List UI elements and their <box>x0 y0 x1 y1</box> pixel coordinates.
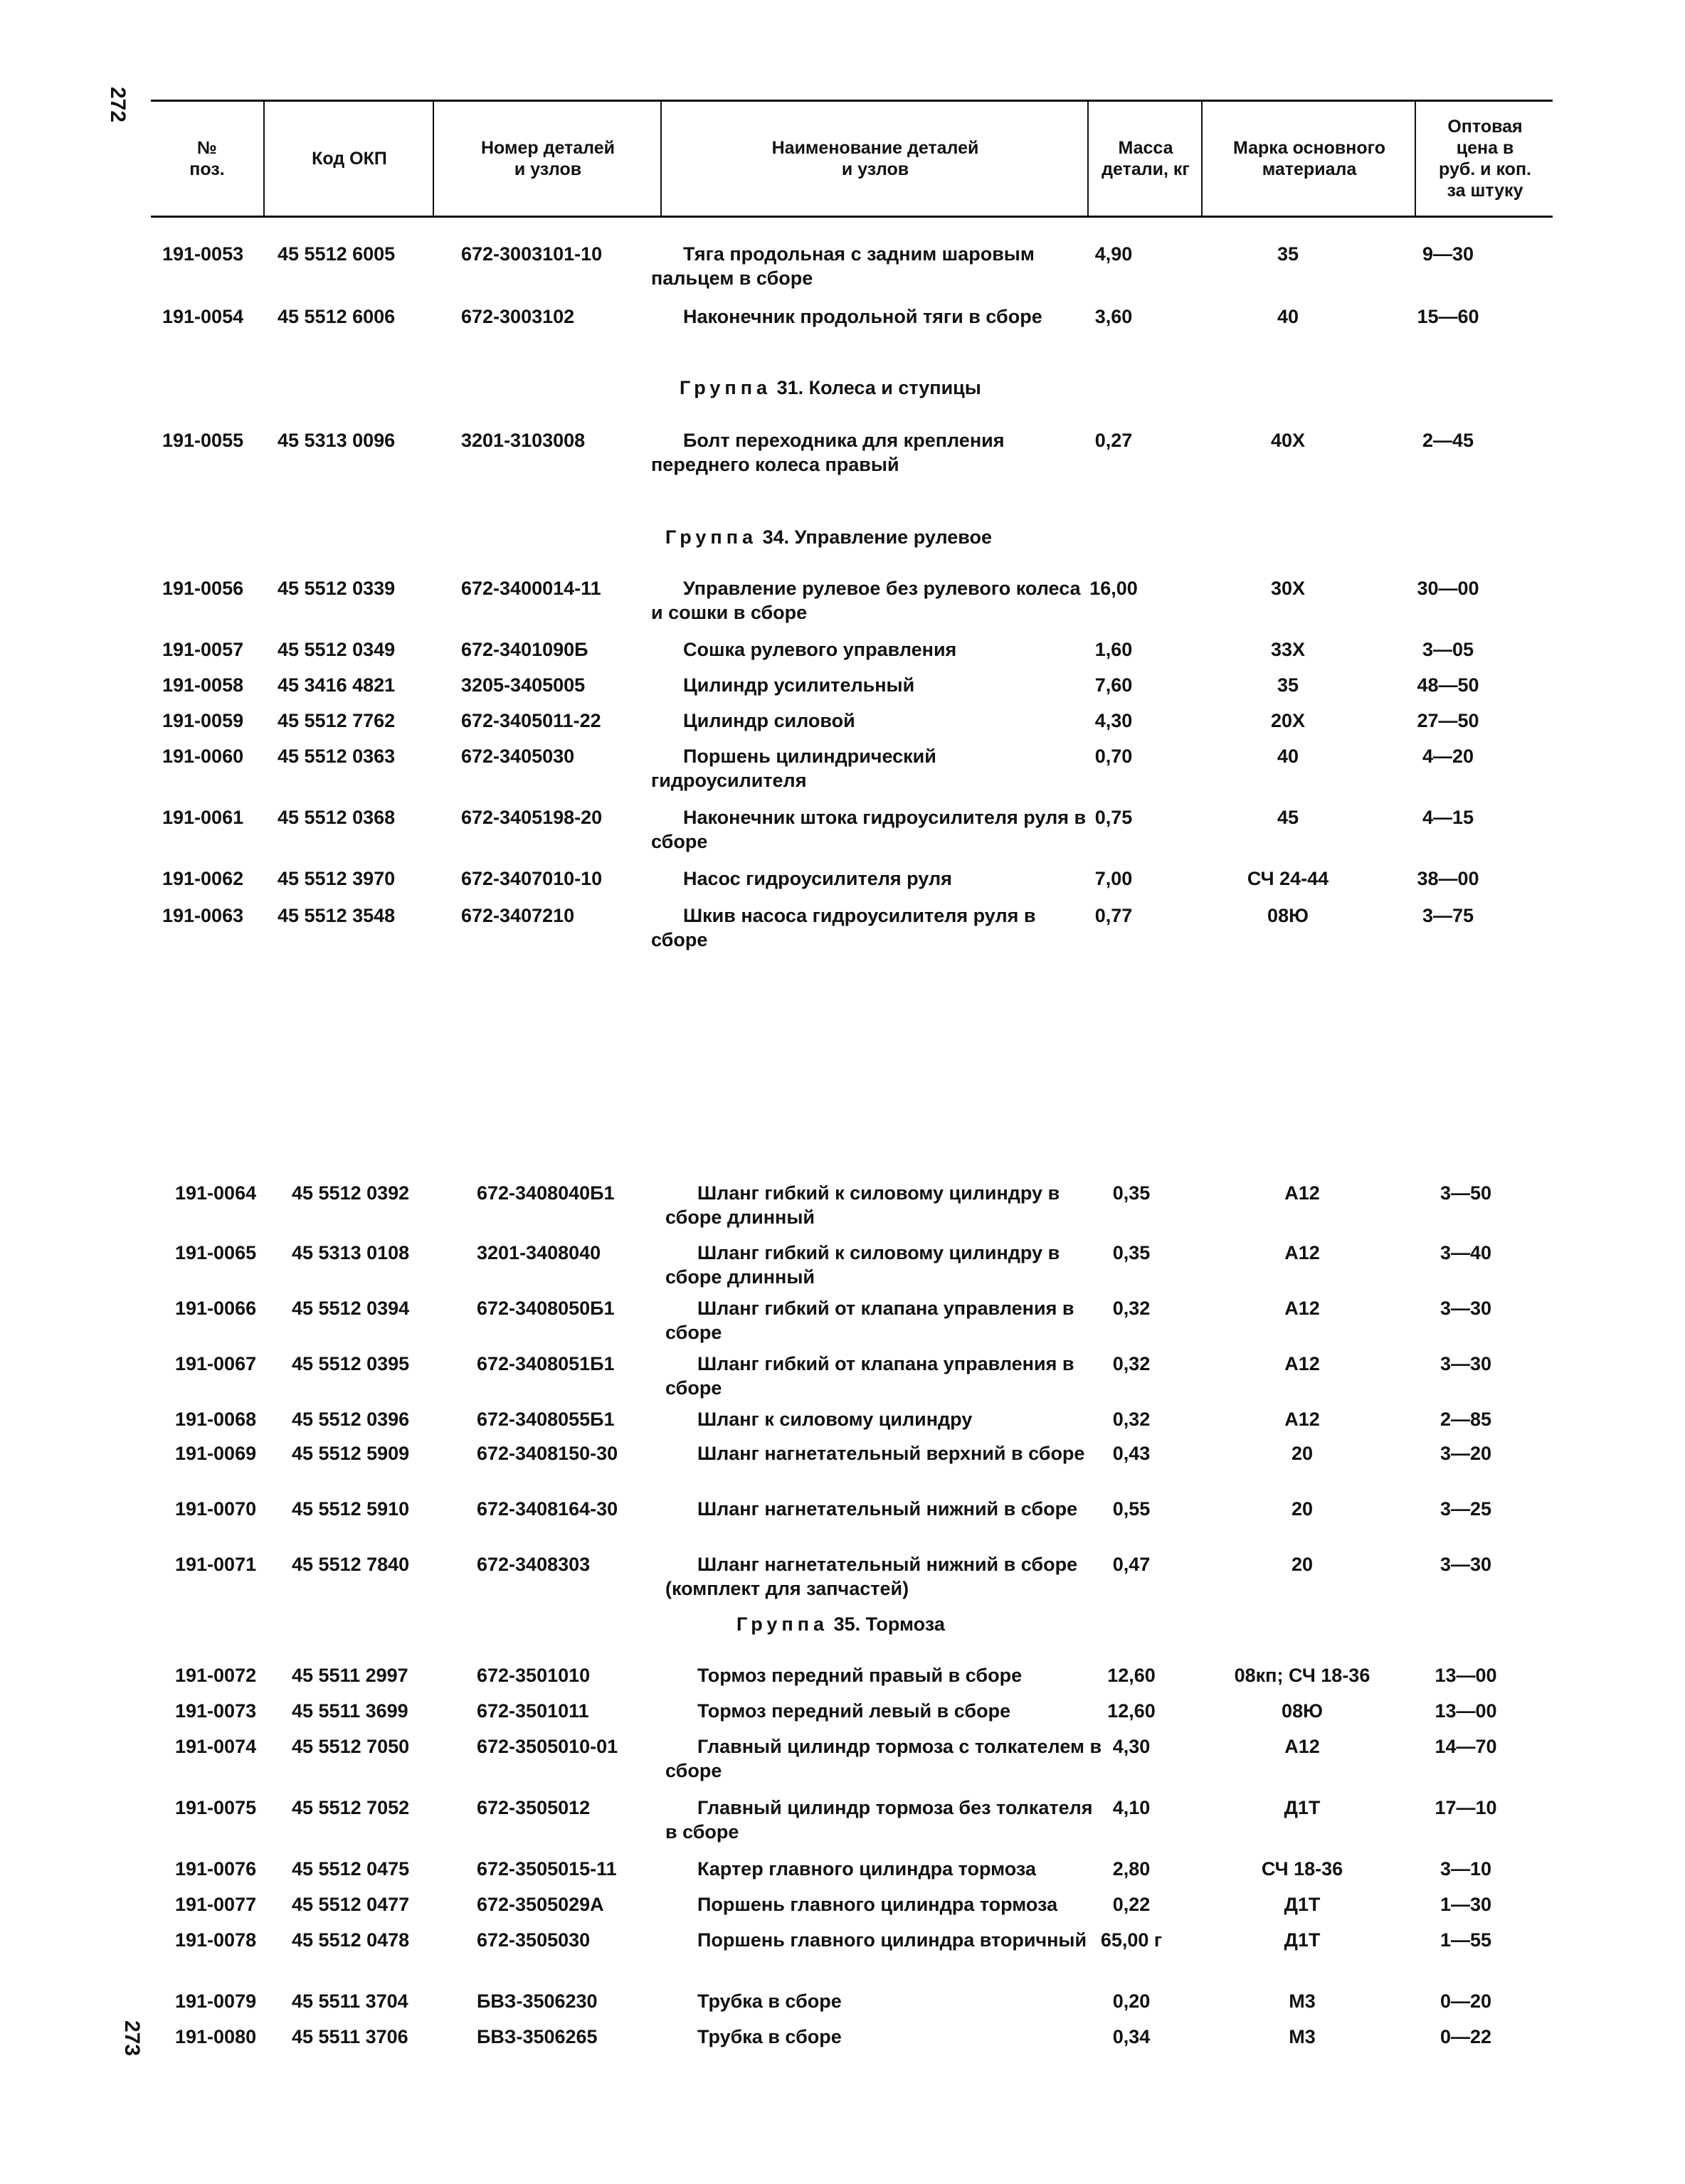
price-cell: 3—50 <box>1440 1182 1492 1204</box>
mass-cell: 0,55 <box>1112 1498 1151 1520</box>
material-cell: А12 <box>1284 1242 1320 1263</box>
part-name-cell: Главный цилиндр тормоза с толкателем в сборе <box>665 1736 1102 1781</box>
okp-code-cell: 45 5511 3706 <box>292 2026 408 2047</box>
part-name-cell: Шланг нагнетательный нижний в сборе (комплект для запчастей) <box>665 1554 1078 1599</box>
material-cell: 35 <box>1277 674 1299 696</box>
pos-cell: 191-0066 <box>175 1298 257 1319</box>
pos-cell: 191-0057 <box>162 639 244 660</box>
mass-cell: 0,20 <box>1112 1990 1151 2012</box>
material-cell: Д1Т <box>1284 1929 1321 1951</box>
okp-code-cell: 45 5512 6006 <box>278 306 396 327</box>
header-material: Марка основного материала <box>1201 102 1416 216</box>
mass-cell: 3,60 <box>1094 306 1133 327</box>
okp-code-cell: 45 3416 4821 <box>278 674 396 696</box>
part-number-cell: БВЗ-3506230 <box>477 1990 598 2012</box>
mass-cell: 0,32 <box>1112 1298 1151 1319</box>
mass-cell: 7,60 <box>1094 674 1133 696</box>
price-cell: 13—00 <box>1435 1665 1497 1686</box>
price-cell: 1—55 <box>1440 1929 1492 1951</box>
part-number-cell: 672-3505010-01 <box>477 1736 618 1757</box>
header-name: Наименование деталей и узлов <box>660 102 1089 216</box>
part-name-cell: Шланг к силовому цилиндру <box>697 1409 973 1430</box>
part-number-cell: 672-3505029А <box>477 1894 604 1915</box>
part-name-cell: Шланг нагнетательный верхний в сборе <box>697 1443 1085 1464</box>
part-number-cell: 672-3407210 <box>461 905 575 926</box>
part-name-cell: Главный цилиндр тормоза без толкателя в сборе <box>665 1797 1093 1843</box>
page-number-bottom: 273 <box>120 2020 144 2057</box>
part-name-cell: Сошка рулевого управления <box>683 639 957 660</box>
material-cell: А12 <box>1284 1182 1320 1204</box>
price-cell: 1—30 <box>1440 1894 1492 1915</box>
material-cell: 45 <box>1277 807 1299 828</box>
page-number-top: 272 <box>106 86 130 123</box>
part-name-cell: Шланг гибкий к силовому цилиндру в сборе длинный <box>665 1182 1060 1228</box>
mass-cell: 0,70 <box>1094 746 1133 767</box>
part-number-cell: 3201-3103008 <box>461 430 586 451</box>
group-title: 35. Тормоза <box>833 1613 945 1635</box>
okp-code-cell: 45 5313 0108 <box>292 1242 410 1263</box>
price-cell: 4—15 <box>1422 807 1474 828</box>
part-number-cell: 672-3003101-10 <box>461 243 603 265</box>
mass-cell: 0,43 <box>1112 1443 1151 1464</box>
price-cell: 4—20 <box>1422 746 1474 767</box>
material-cell: 40Х <box>1270 430 1306 451</box>
material-cell: 20 <box>1291 1554 1314 1575</box>
price-cell: 3—30 <box>1440 1554 1492 1575</box>
mass-cell: 4,10 <box>1112 1797 1151 1818</box>
pos-cell: 191-0062 <box>162 868 244 889</box>
part-number-cell: 672-3505015-11 <box>477 1858 617 1880</box>
group-title: 31. Колеса и ступицы <box>776 377 981 398</box>
price-cell: 38—00 <box>1417 868 1479 889</box>
mass-cell: 4,30 <box>1112 1736 1151 1757</box>
price-cell: 27—50 <box>1417 710 1479 731</box>
header-mass: Масса детали, кг <box>1087 102 1203 216</box>
mass-cell: 4,30 <box>1094 710 1133 731</box>
mass-cell: 0,22 <box>1112 1894 1151 1915</box>
part-number-cell: 672-3408164-30 <box>477 1498 618 1520</box>
pos-cell: 191-0071 <box>175 1554 257 1575</box>
header-pos: № поз. <box>189 138 225 179</box>
okp-code-cell: 45 5512 7762 <box>278 710 396 731</box>
header-part-number: Номер деталей и узлов <box>433 102 662 216</box>
okp-code-cell: 45 5511 3704 <box>292 1990 408 2012</box>
part-name-cell: Тормоз передний правый в сборе <box>697 1665 1023 1686</box>
mass-cell: 4,90 <box>1094 243 1133 265</box>
price-cell: 3—30 <box>1440 1353 1492 1374</box>
part-name-cell: Насос гидроусилителя руля <box>683 868 952 889</box>
material-cell: 20 <box>1291 1498 1314 1520</box>
part-number-cell: 672-3408303 <box>477 1554 591 1575</box>
part-number-cell: 672-3408055Б1 <box>477 1409 615 1430</box>
part-number-cell: 672-3408150-30 <box>477 1443 618 1464</box>
okp-code-cell: 45 5512 0475 <box>292 1858 410 1880</box>
price-cell: 30—00 <box>1417 578 1479 599</box>
mass-cell: 12,60 <box>1107 1700 1156 1722</box>
part-number-cell: 672-3408040Б1 <box>477 1182 615 1204</box>
price-cell: 2—45 <box>1422 430 1474 451</box>
part-number-cell: 672-3405198-20 <box>461 807 603 828</box>
material-cell: 08кп; СЧ 18-36 <box>1234 1665 1370 1686</box>
part-number-cell: 3201-3408040 <box>477 1242 601 1263</box>
pos-cell: 191-0078 <box>175 1929 257 1951</box>
mass-cell: 2,80 <box>1112 1858 1151 1880</box>
part-name-cell: Шланг гибкий от клапана управления в сборе <box>665 1353 1074 1399</box>
okp-code-cell: 45 5512 7052 <box>292 1797 410 1818</box>
price-cell: 3—05 <box>1422 639 1474 660</box>
pos-cell: 191-0073 <box>175 1700 257 1722</box>
group-heading <box>736 1613 945 1636</box>
price-cell: 14—70 <box>1435 1736 1497 1757</box>
pos-cell: 191-0075 <box>175 1797 257 1818</box>
part-number-cell: 672-3003102 <box>461 306 575 327</box>
part-number-cell: БВЗ-3506265 <box>477 2026 598 2047</box>
table-header <box>151 100 1553 218</box>
pos-cell: 191-0068 <box>175 1409 257 1430</box>
part-name-cell: Шкив насоса гидроусилителя руля в сборе <box>651 905 1036 950</box>
mass-cell: 0,35 <box>1112 1182 1151 1204</box>
part-name-cell: Наконечник штока гидроусилителя руля в сборе <box>651 807 1087 852</box>
pos-cell: 191-0074 <box>175 1736 257 1757</box>
pos-cell: 191-0080 <box>175 2026 257 2047</box>
okp-code-cell: 45 5512 0477 <box>292 1894 410 1915</box>
part-name-cell: Цилиндр усилительный <box>683 674 915 696</box>
mass-cell: 0,47 <box>1112 1554 1151 1575</box>
okp-code-cell: 45 5512 0478 <box>292 1929 410 1951</box>
pos-cell: 191-0055 <box>162 430 244 451</box>
pos-cell: 191-0058 <box>162 674 244 696</box>
okp-code-cell: 45 5512 7840 <box>292 1554 410 1575</box>
group-prefix: Группа <box>680 377 772 398</box>
part-number-cell: 672-3408050Б1 <box>477 1298 615 1319</box>
material-cell: СЧ 24-44 <box>1247 868 1329 889</box>
okp-code-cell: 45 5512 0395 <box>292 1353 410 1374</box>
price-cell: 3—20 <box>1440 1443 1492 1464</box>
price-cell: 3—40 <box>1440 1242 1492 1263</box>
okp-code-cell: 45 5313 0096 <box>278 430 396 451</box>
price-cell: 17—10 <box>1435 1797 1497 1818</box>
price-cell: 3—10 <box>1440 1858 1492 1880</box>
okp-code-cell: 45 5512 0349 <box>278 639 396 660</box>
okp-code-cell: 45 5512 5909 <box>292 1443 410 1464</box>
pos-cell: 191-0053 <box>162 243 244 265</box>
material-cell: 08Ю <box>1282 1700 1323 1722</box>
group-heading <box>665 526 992 548</box>
part-name-cell: Поршень главного цилиндра вторичный <box>697 1929 1087 1951</box>
mass-cell: 0,32 <box>1112 1409 1151 1430</box>
pos-cell: 191-0076 <box>175 1858 257 1880</box>
pos-cell: 191-0054 <box>162 306 244 327</box>
material-cell: Д1Т <box>1284 1797 1321 1818</box>
mass-cell: 0,35 <box>1112 1242 1151 1263</box>
group-prefix: Группа <box>665 526 758 548</box>
okp-code-cell: 45 5512 6005 <box>278 243 396 265</box>
part-name-cell: Трубка в сборе <box>697 2026 842 2047</box>
mass-cell: 1,60 <box>1094 639 1133 660</box>
part-number-cell: 672-3400014-11 <box>461 578 601 599</box>
price-cell: 3—25 <box>1440 1498 1492 1520</box>
mass-cell: 0,75 <box>1094 807 1133 828</box>
material-cell: 20 <box>1291 1443 1314 1464</box>
mass-cell: 0,32 <box>1112 1353 1151 1374</box>
pos-cell: 191-0069 <box>175 1443 257 1464</box>
part-name-cell: Шланг гибкий к силовому цилиндру в сборе длинный <box>665 1242 1060 1288</box>
price-cell: 9—30 <box>1422 243 1474 265</box>
part-name-cell: Шланг нагнетательный нижний в сборе <box>697 1498 1078 1520</box>
part-number-cell: 672-3407010-10 <box>461 868 603 889</box>
part-name-cell: Шланг гибкий от клапана управления в сборе <box>665 1298 1074 1343</box>
mass-cell: 0,34 <box>1112 2026 1151 2047</box>
price-cell: 15—60 <box>1417 306 1479 327</box>
part-number-cell: 672-3505012 <box>477 1797 591 1818</box>
material-cell: А12 <box>1284 1736 1320 1757</box>
part-number-cell: 672-3501011 <box>477 1700 589 1722</box>
material-cell: М3 <box>1289 1990 1316 2012</box>
part-number-cell: 672-3405011-22 <box>461 710 601 731</box>
header-okp: Код ОКП <box>263 102 434 216</box>
part-name-cell: Болт переходника для крепления переднего колеса правый <box>651 430 1005 475</box>
pos-cell: 191-0061 <box>162 807 244 828</box>
okp-code-cell: 45 5512 0339 <box>278 578 396 599</box>
pos-cell: 191-0067 <box>175 1353 257 1374</box>
material-cell: 40 <box>1277 306 1299 327</box>
pos-cell: 191-0059 <box>162 710 244 731</box>
material-cell: А12 <box>1284 1298 1320 1319</box>
mass-cell: 12,60 <box>1107 1665 1156 1686</box>
pos-cell: 191-0056 <box>162 578 244 599</box>
mass-cell: 0,27 <box>1094 430 1133 451</box>
mass-cell: 0,77 <box>1094 905 1133 926</box>
group-prefix: Группа <box>736 1613 829 1635</box>
part-number-cell: 672-3501010 <box>477 1665 591 1686</box>
part-name-cell: Управление рулевое без рулевого колеса и сошки в сборе <box>651 578 1081 623</box>
part-number-cell: 3205-3405005 <box>461 674 586 696</box>
part-number-cell: 672-3401090Б <box>461 639 588 660</box>
okp-code-cell: 45 5512 5910 <box>292 1498 410 1520</box>
pos-cell: 191-0060 <box>162 746 244 767</box>
part-number-cell: 672-3505030 <box>477 1929 591 1951</box>
part-name-cell: Картер главного цилиндра тормоза <box>697 1858 1036 1880</box>
price-cell: 2—85 <box>1440 1409 1492 1430</box>
material-cell: А12 <box>1284 1353 1320 1374</box>
okp-code-cell: 45 5512 3970 <box>278 868 396 889</box>
material-cell: 40 <box>1277 746 1299 767</box>
material-cell: М3 <box>1289 2026 1316 2047</box>
okp-code-cell: 45 5511 2997 <box>292 1665 408 1686</box>
material-cell: 08Ю <box>1267 905 1309 926</box>
part-name-cell: Цилиндр силовой <box>683 710 855 731</box>
part-number-cell: 672-3408051Б1 <box>477 1353 615 1374</box>
okp-code-cell: 45 5512 0396 <box>292 1409 410 1430</box>
part-name-cell: Наконечник продольной тяги в сборе <box>683 306 1042 327</box>
pos-cell: 191-0063 <box>162 905 244 926</box>
part-name-cell: Тяга продольная с задним шаровым пальцем в сборе <box>651 243 1035 289</box>
okp-code-cell: 45 5512 0392 <box>292 1182 410 1204</box>
header-price: Оптовая цена в руб. и коп. за штуку <box>1415 102 1554 216</box>
material-cell: СЧ 18-36 <box>1261 1858 1343 1880</box>
price-cell: 0—22 <box>1440 2026 1492 2047</box>
material-cell: 30Х <box>1270 578 1306 599</box>
price-cell: 13—00 <box>1435 1700 1497 1722</box>
okp-code-cell: 45 5511 3699 <box>292 1700 408 1722</box>
price-cell: 3—75 <box>1422 905 1474 926</box>
material-cell: 33Х <box>1270 639 1306 660</box>
material-cell: 35 <box>1277 243 1299 265</box>
material-cell: Д1Т <box>1284 1894 1321 1915</box>
pos-cell: 191-0072 <box>175 1665 257 1686</box>
part-name-cell: Тормоз передний левый в сборе <box>697 1700 1011 1722</box>
part-name-cell: Трубка в сборе <box>697 1990 842 2012</box>
pos-cell: 191-0079 <box>175 1990 257 2012</box>
group-heading <box>680 377 981 399</box>
pos-cell: 191-0070 <box>175 1498 257 1520</box>
price-cell: 0—20 <box>1440 1990 1492 2012</box>
price-cell: 3—30 <box>1440 1298 1492 1319</box>
pos-cell: 191-0064 <box>175 1182 257 1204</box>
pos-cell: 191-0065 <box>175 1242 257 1263</box>
okp-code-cell: 45 5512 0368 <box>278 807 396 828</box>
part-number-cell: 672-3405030 <box>461 746 575 767</box>
material-cell: 20Х <box>1270 710 1306 731</box>
material-cell: А12 <box>1284 1409 1320 1430</box>
mass-cell: 65,00 г <box>1100 1929 1163 1951</box>
group-title: 34. Управление рулевое <box>762 526 993 548</box>
part-name-cell: Поршень главного цилиндра тормоза <box>697 1894 1058 1915</box>
mass-cell: 7,00 <box>1094 868 1133 889</box>
okp-code-cell: 45 5512 0394 <box>292 1298 410 1319</box>
part-name-cell: Поршень цилиндрический гидроусилителя <box>651 746 936 791</box>
price-cell: 48—50 <box>1417 674 1479 696</box>
okp-code-cell: 45 5512 7050 <box>292 1736 410 1757</box>
mass-cell: 16,00 <box>1089 578 1138 599</box>
okp-code-cell: 45 5512 0363 <box>278 746 396 767</box>
pos-cell: 191-0077 <box>175 1894 257 1915</box>
okp-code-cell: 45 5512 3548 <box>278 905 396 926</box>
